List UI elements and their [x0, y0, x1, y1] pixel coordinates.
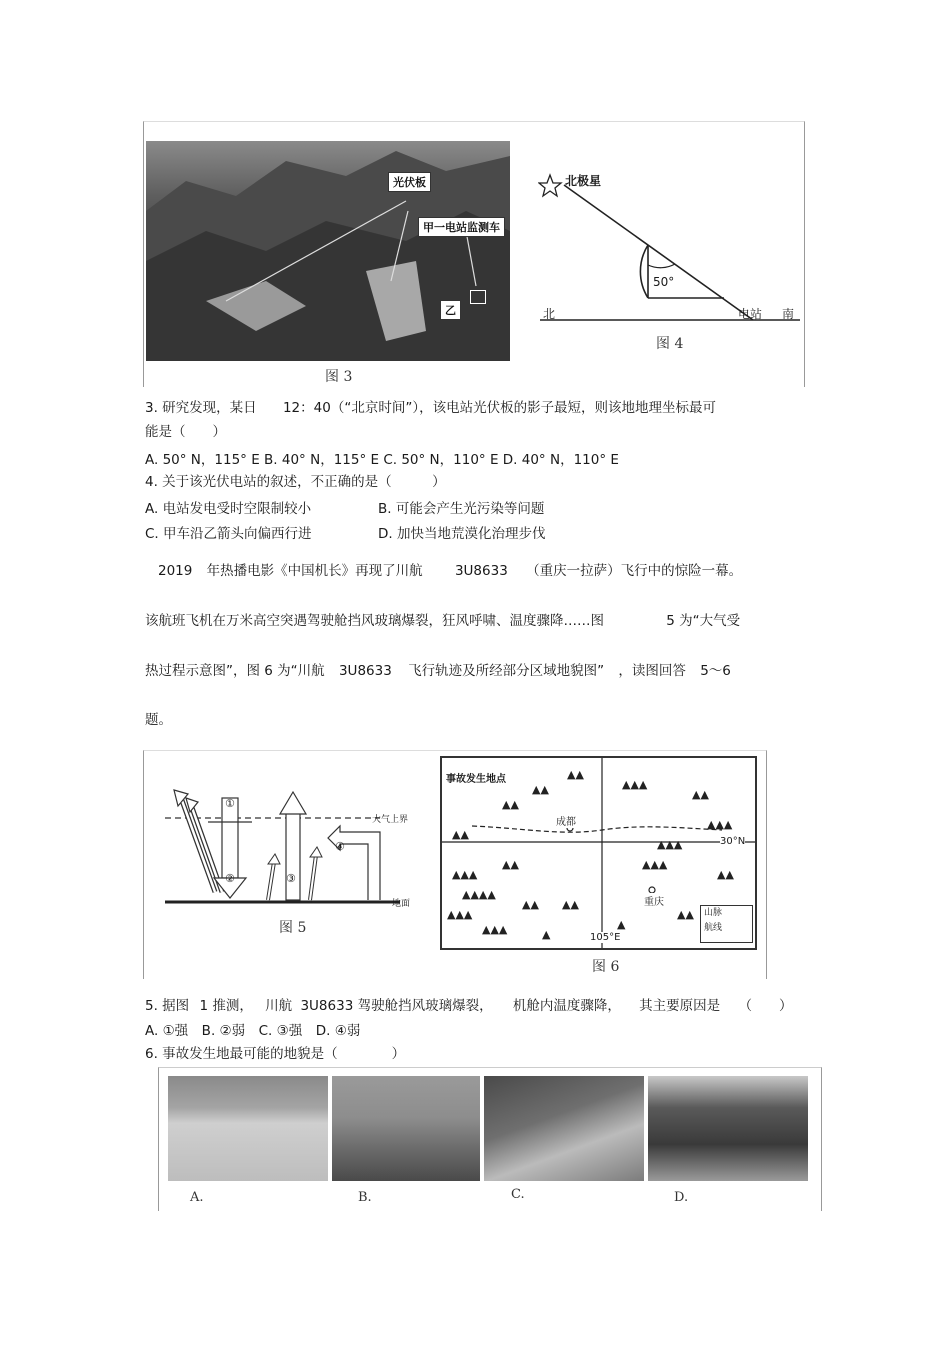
svg-text:▲▲: ▲▲ [717, 868, 734, 881]
legend-route: 航线 [704, 923, 723, 933]
figure-4-caption: 图 4 [656, 336, 684, 352]
passage-line3 [145, 659, 731, 679]
svg-text:▲▲▲: ▲▲▲ [482, 923, 508, 936]
svg-text:▲▲: ▲▲ [677, 908, 694, 921]
svg-text:▲▲▲▲: ▲▲▲▲ [462, 888, 496, 901]
figure-3-caption: 图 3 [325, 369, 353, 385]
q4-stem: 4. 关于该光伏电站的叙述，不正确的是（ ） [145, 474, 446, 490]
q5-text: 3U8633 驾驶舱挡风玻璃爆裂， [300, 998, 493, 1014]
svg-text:▲▲: ▲▲ [452, 828, 469, 841]
chengdu-label: 成都 [556, 813, 576, 828]
svg-text:▲▲▲: ▲▲▲ [642, 858, 668, 871]
label-1: ① [225, 797, 235, 810]
option-b-image [332, 1076, 480, 1181]
q5-text: 1 推测， [199, 998, 253, 1014]
q5-text: 5. 据图 [145, 998, 190, 1014]
q4-option-b: B. 可能会产生光污染等问题 [378, 501, 545, 517]
point-b-callout: 乙 [440, 300, 461, 320]
label-3: ③ [286, 872, 296, 885]
svg-text:▲▲: ▲▲ [562, 898, 579, 911]
south-label: 南 [782, 307, 795, 321]
angle-label: 50° [653, 275, 675, 289]
q5-stem [145, 994, 792, 1014]
svg-text:▲▲: ▲▲ [502, 798, 519, 811]
latitude-label: 30°N [720, 836, 746, 847]
svg-text:▲▲: ▲▲ [692, 788, 709, 801]
svg-text:▲▲: ▲▲ [567, 768, 584, 781]
mountain-photo-texture [146, 141, 510, 361]
passage-line1 [158, 559, 742, 579]
figure-6-caption: 图 6 [592, 959, 620, 975]
option-c-label: C. [511, 1187, 525, 1202]
monitoring-car-callout: 甲一电站监测车 [418, 217, 505, 237]
q4-option-a: A. 电站发电受时空限制较小 [145, 501, 312, 517]
q6-stem: 6. 事故发生地最可能的地貌是（ ） [145, 1046, 406, 1062]
q4-option-d: D. 加快当地荒漠化治理步伐 [378, 526, 546, 542]
svg-text:▲▲▲: ▲▲▲ [447, 908, 473, 921]
option-d-label: D. [674, 1190, 689, 1205]
q3-line2: 能是（ ） [145, 424, 226, 440]
option-b-label: B. [358, 1190, 372, 1205]
svg-text:▲: ▲ [617, 918, 626, 931]
passage-text: 5 为“大气受 [666, 613, 741, 629]
label-4: ④ [335, 840, 345, 853]
svg-text:▲: ▲ [542, 928, 551, 941]
passage-text: 热过程示意图”，图 6 为“川航 [145, 663, 325, 679]
north-label: 北 [543, 307, 556, 321]
q5-text: 川航 [265, 998, 293, 1014]
svg-text:▲▲▲: ▲▲▲ [707, 818, 733, 831]
polaris-label: 北极星 [565, 174, 602, 188]
label-2: ② [225, 872, 235, 885]
legend-mountain: 山脉 [704, 908, 723, 918]
q3-line1-b: 12：40（“北京时间”），该电站光伏板的影子最短，则该地地理坐标最可 [282, 400, 717, 416]
flight-number: 3U8633 [454, 563, 508, 579]
option-a-label: A. [190, 1190, 204, 1205]
q3-line1-a: 3. 研究发现，某日 [145, 400, 257, 416]
atmosphere-top-label: 大气上界 [372, 815, 409, 825]
passage-text: 年热播电影《中国机长》再现了川航 [206, 563, 423, 579]
passage-text: 飞行轨迹及所经部分区域地貌图” [408, 663, 605, 679]
passage-line2 [145, 609, 740, 629]
passage-year: 2019 [158, 563, 193, 579]
passage-text: （重庆一拉萨）飞行中的惊险一幕。 [526, 563, 743, 579]
chongqing-label: 重庆 [644, 893, 664, 908]
q5-text: 机舱内温度骤降， [512, 998, 621, 1014]
ground-label: 地面 [392, 899, 411, 909]
car-box-icon [470, 290, 486, 304]
star-icon [539, 175, 561, 196]
figure-5-caption: 图 5 [279, 920, 307, 936]
q5-text: （ ） [738, 998, 793, 1014]
svg-text:▲▲▲: ▲▲▲ [622, 778, 648, 791]
figure-3-photo [146, 141, 510, 361]
svg-text:▲▲▲: ▲▲▲ [657, 838, 683, 851]
passage-text: 5～6 [700, 663, 731, 679]
svg-text:▲▲▲: ▲▲▲ [452, 868, 478, 881]
q5-options: A. ①强 B. ②弱 C. ③强 D. ④弱 [145, 1023, 361, 1039]
solar-panel-callout: 光伏板 [388, 172, 431, 192]
svg-text:▲▲: ▲▲ [502, 858, 519, 871]
longitude-label: 105°E [590, 932, 621, 943]
svg-text:▲▲: ▲▲ [532, 783, 549, 796]
map-legend [700, 905, 753, 943]
option-d-image [648, 1076, 808, 1181]
q3-line1 [145, 396, 716, 416]
q5-text: 其主要原因是 [639, 998, 721, 1014]
figure-5-diagram [160, 780, 420, 910]
q3-options: A. 50° N，115° E B. 40° N，115° E C. 50° N，110° E D. 40° N，110° E [145, 452, 619, 468]
passage-text: 该航班飞机在万米高空突遇驾驶舱挡风玻璃爆裂，狂风呼啸、温度骤降……图 [145, 613, 604, 629]
q4-option-c: C. 甲车沿乙箭头向偏西行进 [145, 526, 312, 542]
svg-text:▲▲: ▲▲ [522, 898, 539, 911]
option-a-image [168, 1076, 328, 1181]
flight-number: 3U8633 [338, 663, 392, 679]
passage-text: ，读图回答 [618, 663, 686, 679]
station-label: 电站 [738, 307, 763, 321]
option-c-image [484, 1076, 644, 1181]
accident-site-label: 事故发生地点 [446, 770, 506, 785]
passage-line4: 题。 [145, 712, 172, 728]
